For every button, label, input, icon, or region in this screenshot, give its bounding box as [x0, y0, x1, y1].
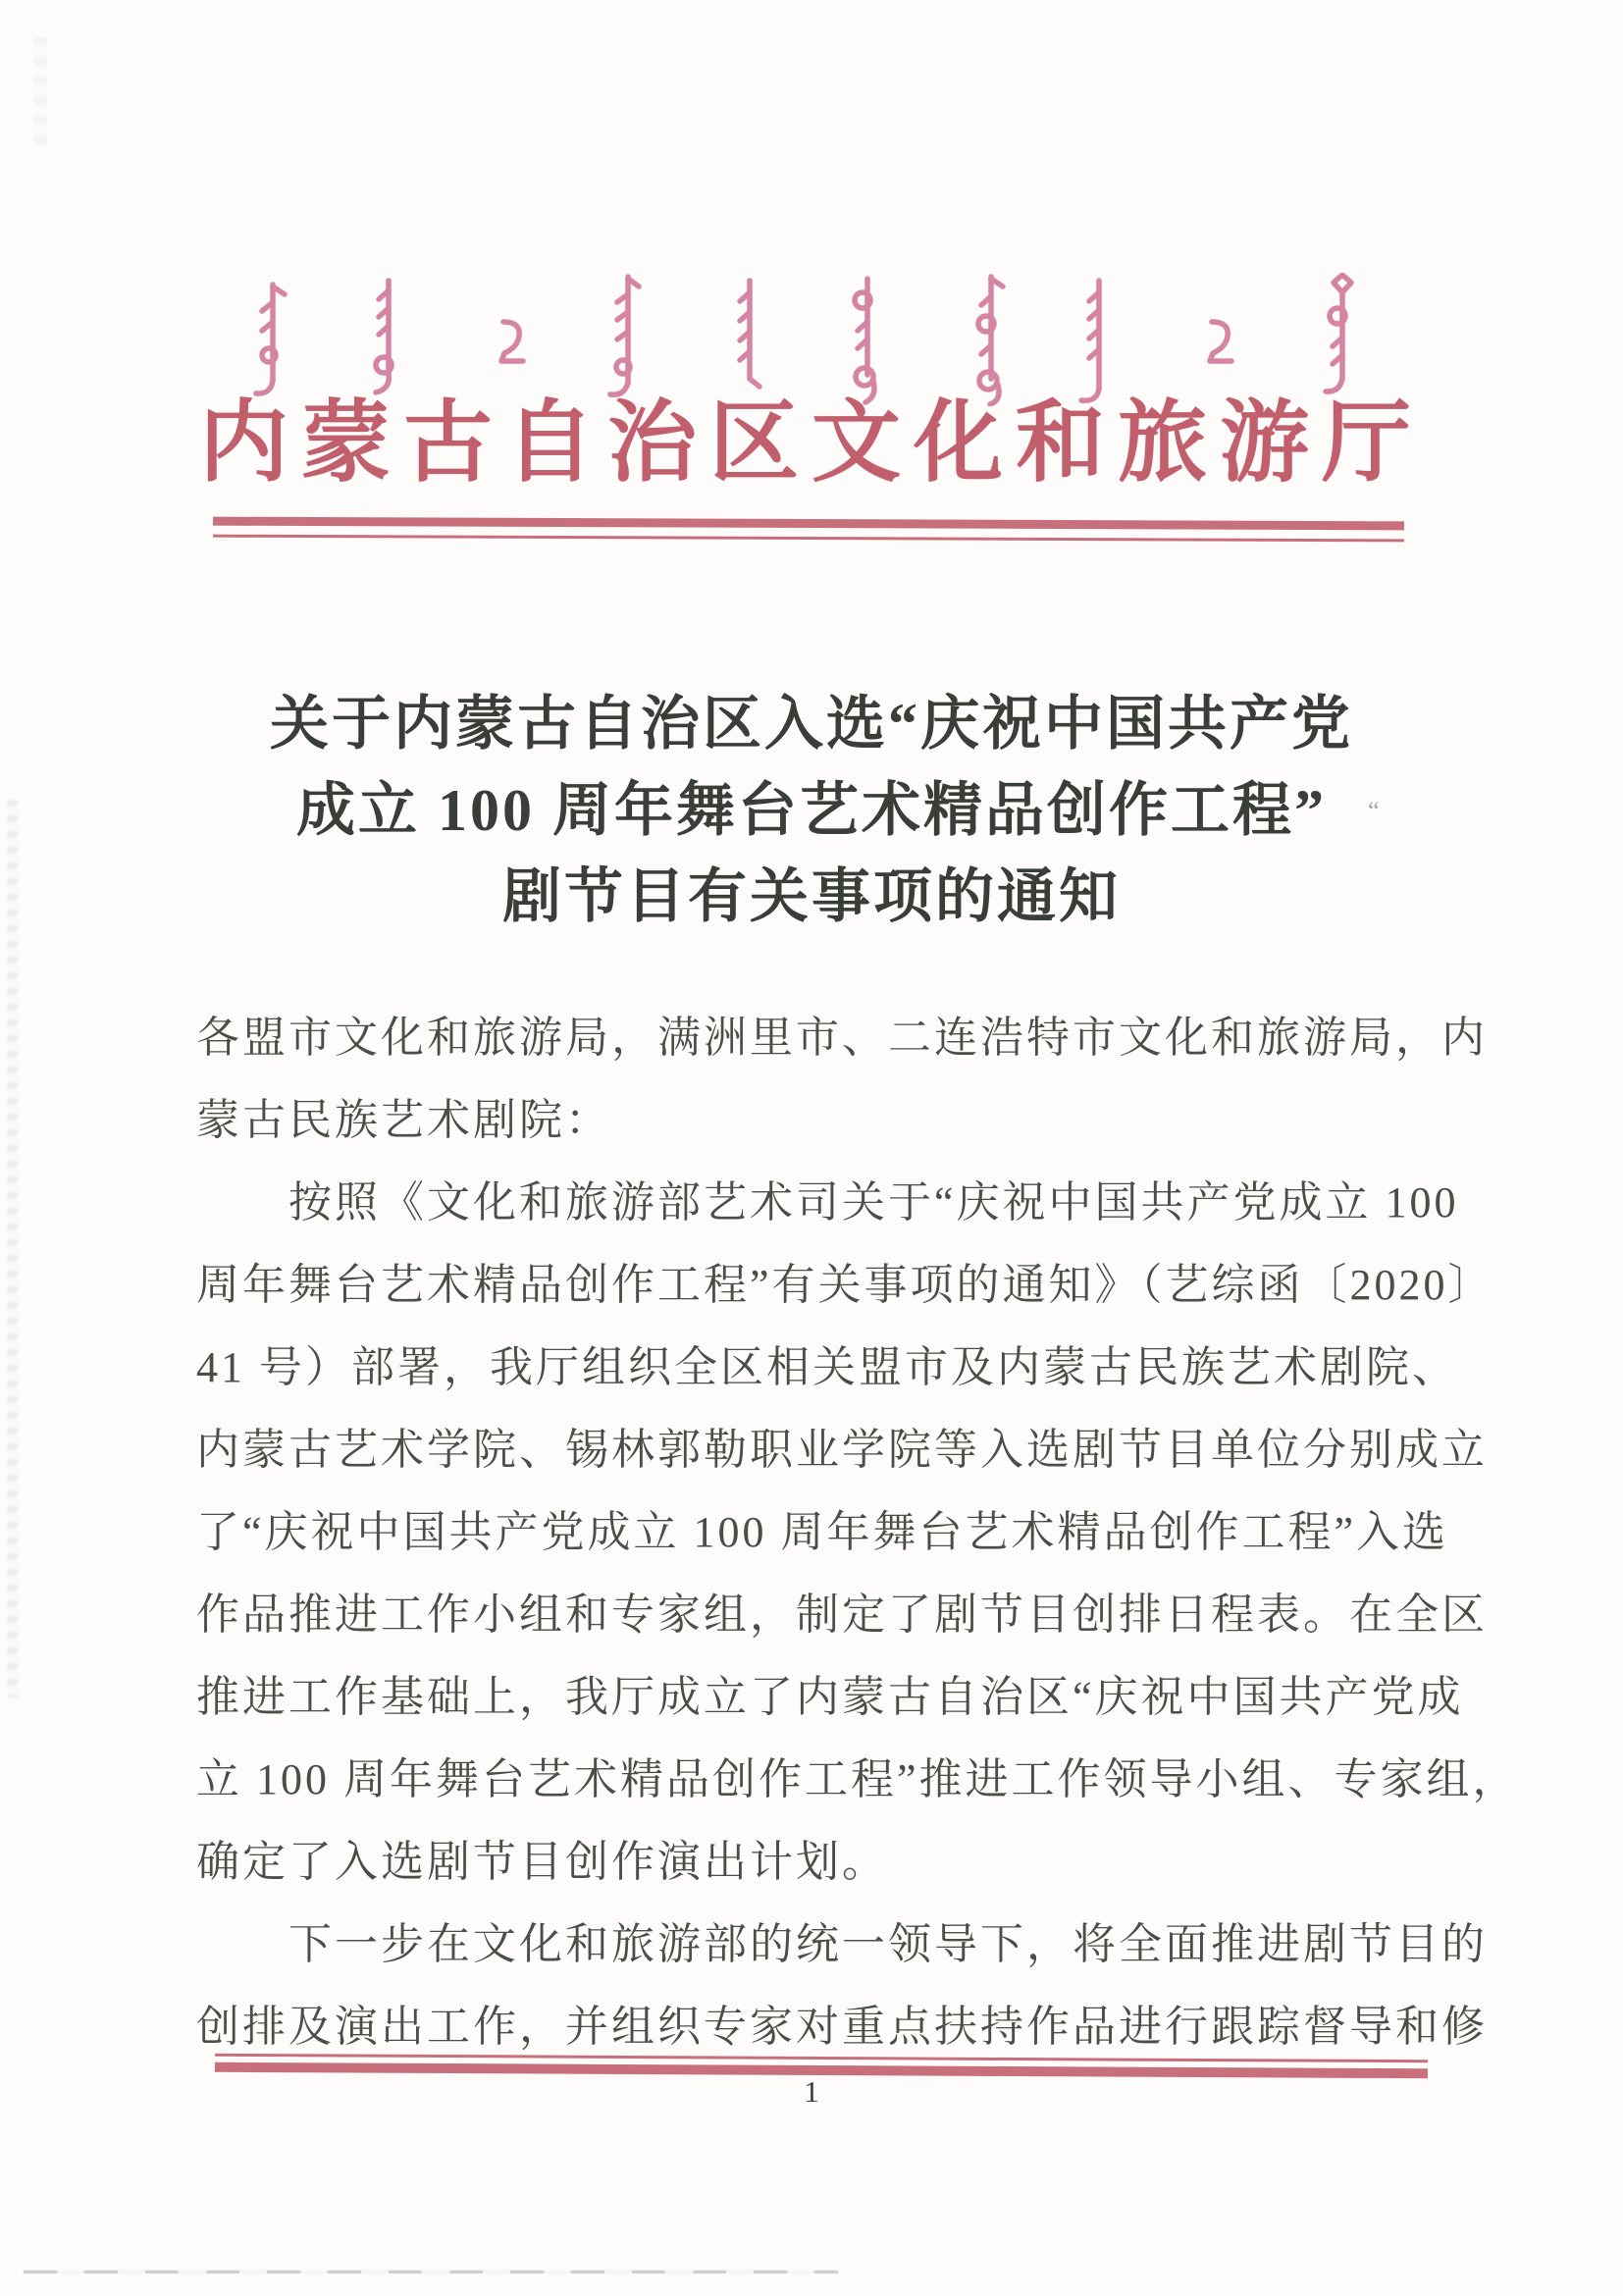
title-line: 关于内蒙古自治区入选“庆祝中国共产党	[270, 692, 1353, 757]
body-line: 立 100 周年舞台艺术精品创作工程”推进工作领导小组、专家组，	[196, 1755, 1519, 1803]
scan-bottom-streak	[24, 2270, 838, 2273]
body-line: 下一步在文化和旅游部的统一领导下，将全面推进剧节目的	[288, 1920, 1488, 1968]
page-number: 1	[804, 2074, 819, 2109]
body-line: 确定了入选剧节目创作演出计划。	[196, 1838, 888, 1886]
body-line: 蒙古民族艺术剧院：	[196, 1096, 611, 1144]
mongolian-script-icon	[243, 273, 1382, 406]
body-line: 按照《文化和旅游部艺术司关于“庆祝中国共产党成立 100	[288, 1178, 1459, 1226]
letterhead-divider	[213, 517, 1404, 543]
scan-speck: “	[1368, 797, 1380, 825]
title-line: 成立 100 周年舞台艺术精品创作工程”	[296, 778, 1327, 843]
scan-corner-smudge	[33, 37, 47, 145]
body-line: 推进工作基础上，我厅成立了内蒙古自治区“庆祝中国共产党成	[196, 1673, 1464, 1721]
document-title	[0, 681, 1623, 940]
notice-body	[196, 997, 1519, 2068]
body-line: 各盟市文化和旅游局，满洲里市、二连浩特市文化和旅游局，内	[196, 1014, 1488, 1062]
body-line: 了“庆祝中国共产党成立 100 周年舞台艺术精品创作工程”入选	[196, 1508, 1449, 1556]
title-line: 剧节目有关事项的通知	[502, 864, 1121, 929]
body-line: 周年舞台艺术精品创作工程”有关事项的通知》（艺综函〔2020〕	[196, 1261, 1494, 1309]
body-line: 41 号）部署，我厅组织全区相关盟市及内蒙古民族艺术剧院、	[196, 1343, 1458, 1391]
agency-name: 内蒙古自治区文化和旅游厅	[198, 393, 1424, 493]
body-line: 作品推进工作小组和专家组，制定了剧节目创排日程表。在全区	[196, 1591, 1488, 1639]
body-line: 创排及演出工作，并组织专家对重点扶持作品进行跟踪督导和修	[196, 2003, 1488, 2051]
body-line: 内蒙古艺术学院、锡林郭勒职业学院等入选剧节目单位分别成立	[196, 1426, 1488, 1474]
